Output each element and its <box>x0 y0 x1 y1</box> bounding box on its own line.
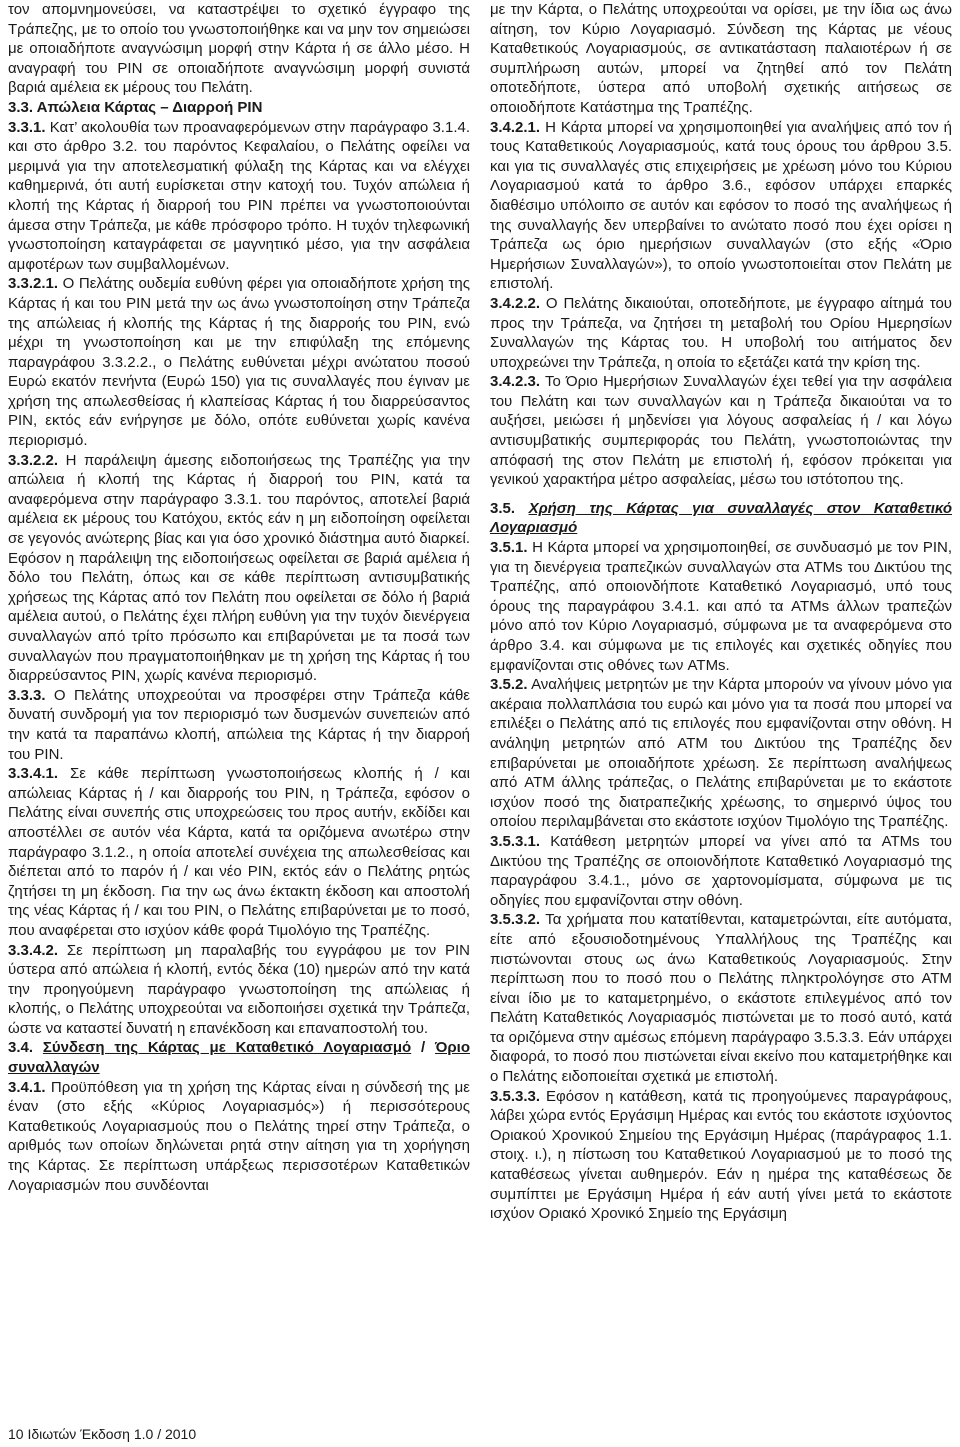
paragraph-number: 3.4.1. <box>8 1078 46 1096</box>
paragraph <box>490 499 952 538</box>
paragraph-text: με την Κάρτα, ο Πελάτης υποχρεούται να ορίσει, με την ίδια ως άνω αίτηση, τον Κύριο Λογαριασμό. Σύνδεση της Κάρτας με νέους Καταθετικούς Λογαριασμούς, σε αντικατάσταση παλαιοτέρων ή σε συμπλήρωση αυτών, μπορεί να ζητηθεί από τον Πελάτη οποτεδήποτε, ύστερα από υποβολή σχετικής αιτήσεως σε οποιοδήποτε Κατάστημα της Τραπέζης. <box>490 1 952 116</box>
paragraph <box>490 0 952 118</box>
paragraph-number: 3.5.2. <box>490 676 528 694</box>
paragraph-text: Η παράλειψη άμεσης ειδοποιήσεως της Τραπέζης για την απώλεια ή κλοπή της Κάρτας ή διαρροή του PIN, κατά τα αναφερόμενα στην παράγραφο 3.3.1. του παρόντος, αποτελεί βαριά αμέλεια εκ μέρους του Κατόχου, εκτός εάν η μη ειδοποίηση οφείλεται σε γεγονός ανώτερης βίας και για όσο χρονικό διάστημα αυτό διαρκεί. Εφόσον η παράλειψη της ειδοποιήσεως οφείλεται σε βαριά αμέλεια ή δόλο του Πελάτη, όπως και σε κάθε περίπτωση αντισυμβατικής χρήσεως της Κάρτας από τον Πελάτη που οφείλεται σε δόλο ή βαριά αμέλεια αυτού, ο Πελάτης έχει πλήρη ευθύνη για την τυχόν διενέργεια συναλλαγών από τρίτο πρόσωπο και επιβαρύνεται με τα ποσά των συναλλαγών που πραγματοποιήθηκαν με τη χρήση της Κάρτας ή του διαρρεύσαντος PIN, χωρίς κανένα περιορισμό. <box>8 451 470 685</box>
paragraph <box>8 98 470 118</box>
paragraph <box>8 764 470 940</box>
paragraph-text: Η Κάρτα μπορεί να χρησιμοποιηθεί, σε συνδυασμό με τον PIN, για τη διενέργεια τραπεζικών συναλλαγών στα ATMs του Δικτύου της Τραπέζης, από οποιονδήποτε Καταθετικό Λογαριασμό, υπό τους όρους της παραγράφου 3.4.1. και από τα ATMs άλλων τραπεζών μόνο από τον Κύριο Λογαριασμό, σύμφωνα με τα αναφερόμενα στο άρθρο 3.4. και σύμφωνα με τις επιλογές και σχετικές οδηγίες που εμφανίζονται στις οθόνες των ATMs. <box>490 539 953 674</box>
paragraph-text: Ο Πελάτης υποχρεούται να προσφέρει στην Τράπεζα κάθε δυνατή συνδρομή για τον περιορισμό των δυσμενών συνεπειών από την κατά τα παραπάνω κλοπή, απώλεια της Κάρτας ή την διαρροή του PIN. <box>8 686 470 763</box>
paragraph-text: Σε περίπτωση μη παραλαβής του εγγράφου με τον PIN ύστερα από απώλεια ή κλοπή, εντός δέκα (10) ημερών από την κατά την προηγούμενη παράγραφο γνωστοποίηση της απώλειας ή κλοπής, ο Πελάτης υποχρεούται να ειδοποιήσει σχετικά την Τράπεζα, ώστε να καταστεί δυνατή η επανέκδοση και επαναποστολή του. <box>8 941 470 1037</box>
paragraph-text: Προϋπόθεση για τη χρήση της Κάρτας είναι η σύνδεσή της με έναν (στο εξής «Κύριος Λογαριασμός») ή περισσότερους Καταθετικούς Λογαριασμούς που ο Πελάτης τηρεί στην Τράπεζα, ο αριθμός των οποίων δηλώνεται ρητά στην αίτηση για τη χορήγηση της Κάρτας. Σε περίπτωση υπάρξεως περισσοτέρων Καταθετικών Λογαριασμών που συνδέονται <box>8 1078 470 1194</box>
paragraph-number: 3.5.3.1. <box>490 832 541 850</box>
right-column <box>490 0 952 1224</box>
paragraph <box>490 1087 952 1224</box>
paragraph-number: 3.5.3.2. <box>490 911 541 929</box>
document-page <box>8 0 952 1447</box>
paragraph-number: 3.3.2.1. <box>8 275 59 293</box>
paragraph <box>490 910 952 1086</box>
paragraph <box>8 941 470 1039</box>
paragraph <box>490 372 952 490</box>
paragraph-text: Σε κάθε περίπτωση γνωστοποιήσεως κλοπής ή / και απώλειας Κάρτας ή / και διαρροής του PIN, η Τράπεζα, εφόσον ο Πελάτης είναι συνεπής στις υποχρεώσεις του προς αυτήν, εκδίδει και αποστέλλει σε αυτόν νέα Κάρτα, κατά τα οριζόμενα ανωτέρω στην παράγραφο 3.1.2., η οποία αποτελεί συνέχεια της απωλεσθείσας και διέπεται από το παρόν ή / και νέο PIN, εκτός εάν ο Πελάτης ρητώς ζητήσει τη μη έκδοση. Για την ως άνω έκτακτη έκδοση και αποστολή της νέας Κάρτας ή / και του PIN, ο Πελάτης επιβαρύνεται με το ποσό, που αναφέρεται στο ισχύον κάθε φορά Τιμολόγιο της Τραπέζης. <box>8 765 470 939</box>
paragraph-number: 3.4.2.3. <box>490 373 541 391</box>
paragraph <box>8 274 470 450</box>
paragraph-number: 3.5.1. <box>490 539 528 557</box>
paragraph-number: 3.5. <box>490 499 516 517</box>
paragraph-number: 3.4.2.1. <box>490 118 541 136</box>
paragraph-number: 3.3.1. <box>8 118 46 136</box>
paragraph-number: 3.4. <box>8 1039 34 1057</box>
paragraph-number: 3.3.4.2. <box>8 941 59 959</box>
paragraph <box>8 686 470 764</box>
paragraph-text: Τα χρήματα που κατατίθενται, καταμετρώνται, είτε αυτόματα, είτε από εξουσιοδοτημένους Υπαλλήλους της Τραπέζης και πιστώνονται στους ως άνω Καταθετικούς Λογαριασμούς. Στην περίπτωση που το ποσό που ο Πελάτης πληκτρολόγησε στο ATM είναι ίδιο με το καταμετρημένο, ο εκάστοτε επιλεγμένος από τον Πελάτη Καταθετικός Λογαριασμός πιστώνεται με το ποσό αυτό, κατά τα οριζόμενα στην αμέσως επόμενη παράγραφο 3.5.3.3. Εάν υπάρχει διαφορά, το ποσό που πιστώνεται είναι εκείνο που καταμετρήθηκε και ο Πελάτης ειδοποιείται σχετικά με επιστολή. <box>490 911 952 1086</box>
paragraph <box>8 1078 470 1196</box>
paragraph <box>490 675 952 832</box>
paragraph-text: Το Όριο Ημερήσιων Συναλλαγών έχει τεθεί για την ασφάλεια του Πελάτη και των συναλλαγών και η Τράπεζα δικαιούται να το αυξήσει, μειώσει ή μηδενίσει για λόγους ασφαλείας ή / και λόγω αντισυμβατικής συμπεριφοράς του Πελάτη, γνωστοποιώντας την απόφασή της στον Πελάτη με επιστολή ή, εφόσον πρόκειται για γενικού χαρακτήρα μέτρο ασφαλείας, μέσω του ιστότοπου της. <box>490 373 952 489</box>
paragraph-text: Αναλήψεις μετρητών με την Κάρτα μπορούν να γίνουν μόνο για ακέραια πολλαπλάσια του ευρώ και μόνο για τα ποσά που μπορεί να επιλέξει ο Πελάτης από τις επιλογές που εμφανίζονται στην οθόνη. Η ανάληψη μετρητών από ATM του Δικτύου της Τραπέζης δεν επιβαρύνεται με οποιαδήποτε χρέωση. Σε περίπτωση αναλήψεως από ATM άλλης τράπεζας, ο Πελάτης επιβαρύνεται με το εκάστοτε ισχύον ποσό της διατραπεζικής χρέωσης, το σημερινό ύψος του οποίου περιλαμβάνεται στο εκάστοτε ισχύον Τιμολόγιο της Τραπέζης. <box>490 676 952 831</box>
paragraph-number: 3.4.2.2. <box>490 294 541 312</box>
paragraph <box>490 538 952 675</box>
heading-separator: / <box>411 1039 435 1057</box>
paragraph-text: τον απομνημονεύσει, να καταστρέψει το σχετικό έγγραφο της Τράπεζης, με το οποίο του γνωστοποιήθηκε και να μην τον σημειώσει με οποιαδήποτε αναγνώσιμη μορφή στην Κάρτα ή σε άλλο μέσο. Η αναγραφή του PIN σε οποιαδήποτε αναγνώσιμη μορφή συνιστά βαριά αμέλεια εκ μέρους του Πελάτη. <box>8 1 470 97</box>
paragraph-number: 3.3.2.2. <box>8 451 59 469</box>
paragraph-number: 3.3.4.1. <box>8 765 59 783</box>
paragraph-number: 3.3. Απώλεια Κάρτας – Διαρροή PIN <box>8 98 263 116</box>
page-footer: 10 Ιδιωτών Έκδοση 1.0 / 2010 <box>8 1426 197 1442</box>
paragraph <box>490 118 952 294</box>
paragraph <box>490 832 952 910</box>
section-heading: Σύνδεση της Κάρτας με Καταθετικό Λογαριασμό <box>42 1039 412 1057</box>
paragraph <box>8 1038 470 1077</box>
paragraph-text: Ο Πελάτης ουδεμία ευθύνη φέρει για οποιαδήποτε χρήση της Κάρτας ή και του PIN μετά την ως άνω γνωστοποίηση στην Τράπεζα της απώλειας ή κλοπής της Κάρτας ή της διαρροής του PIN, ενώ μέχρι τη γνωστοποίηση και με την επιφύλαξη της επόμενης παραγράφου 3.3.2.2., ο Πελάτης ευθύνεται μέχρι ανώτατου ποσού Ευρώ εκατόν πενήντα (Ευρώ 150) για τις συναλλαγές που έγιναν με χρήση της απωλεσθείσας ή κλαπείσας Κάρτας ή του διαρρεύσαντος PIN, εκτός εάν ενήργησε με δόλο, οπότε ευθύνεται χωρίς κανένα περιορισμό. <box>8 275 470 450</box>
left-column <box>8 0 470 1195</box>
paragraph <box>8 0 470 98</box>
paragraph-text: Κατ’ ακολουθία των προαναφερόμενων στην παράγραφο 3.1.4. και στο άρθρο 3.2. του παρόντος Κεφαλαίου, ο Πελάτης οφείλει να μεριμνά για την αποτελεσματική φύλαξη της Κάρτας και να ελέγχει καθημερινά, ότι αυτή ευρίσκεται στην κατοχή του. Τυχόν απώλεια ή κλοπή της Κάρτας ή διαρροή του PIN πρέπει να γνωστοποιούνται άμεσα στην Τράπεζα, με κάθε πρόσφορο τρόπο. Η τυχόν τηλεφωνική γνωστοποίηση καταγράφεται σε μαγνητικό μέσο, για την ασφάλεια αμφοτέρων των συμβαλλομένων. <box>8 118 470 273</box>
paragraph-text: Εφόσον η κατάθεση, κατά τις προηγούμενες παραγράφους, λάβει χώρα εντός Εργάσιμη Ημέρας και εντός του εκάστοτε ισχύοντος Οριακού Χρονικού Σημείου της Εργάσιμη Ημέρας (παράγραφος 1.1. στοιχ. ι.), η πίστωση του Καταθετικού Λογαριασμού με το ποσό της καταθέσεως γίνεται αυθημερόν. Εάν η ημέρα της καταθέσεως δε συμπίπτει με Εργάσιμη Ημέρα ή εάν αυτή γίνει μετά το εκάστοτε ισχύον Οριακό Χρονικό Σημείο της Εργάσιμη <box>490 1087 952 1223</box>
paragraph-number: 3.3.3. <box>8 686 46 704</box>
paragraph-text: Ο Πελάτης δικαιούται, οποτεδήποτε, με έγγραφο αίτημά του προς την Τράπεζα, να ζητήσει τη μεταβολή του Ορίου Ημερησίων Συναλλαγών της Κάρτας του. Η υποβολή του αιτήματος δεν υποχρεώνει την Τράπεζα, η οποία το εξετάζει κατά την κρίση της. <box>490 294 952 371</box>
paragraph <box>8 118 470 275</box>
paragraph-text: Η Κάρτα μπορεί να χρησιμοποιηθεί για αναλήψεις από τον ή τους Καταθετικούς Λογαριασμούς, κατά τους όρους του άρθρου 3.5. και για τις συναλλαγές στις επιχειρήσεις με χρέωση μόνο του Κύριου Λογαριασμού κατά το άρθρο 3.6., εφόσον υπάρχει επαρκές διαθέσιμο υπόλοιπο σε αυτόν και εφόσον το ποσό της αναλήψεως ή της συναλλαγής δεν υπερβαίνει το ανώτατο ποσό που έχει ορίσει η Τράπεζα ως όριο ημερήσιων συναλλαγών (στο εξής «Όριο Ημερήσιων Συναλλαγών»), το οποίο γνωστοποιείται στον Πελάτη με επιστολή. <box>490 118 953 293</box>
section-heading: Όριο συναλλαγών <box>8 1039 470 1077</box>
paragraph-text: Κατάθεση μετρητών μπορεί να γίνει από τα ATMs του Δικτύου της Τραπέζης σε οποιονδήποτε Καταθετικό Λογαριασμό της παραγράφου 3.4.1., μόνο σε χαρτονομίσματα, σύμφωνα με τις οδηγίες που εμφανίζονται στην οθόνη. <box>490 832 953 909</box>
paragraph <box>490 294 952 372</box>
paragraph <box>8 451 470 686</box>
paragraph-number: 3.5.3.3. <box>490 1087 541 1105</box>
section-heading: Χρήση της Κάρτας για συναλλαγές στον Καταθετικό Λογαριασμό <box>490 499 953 537</box>
